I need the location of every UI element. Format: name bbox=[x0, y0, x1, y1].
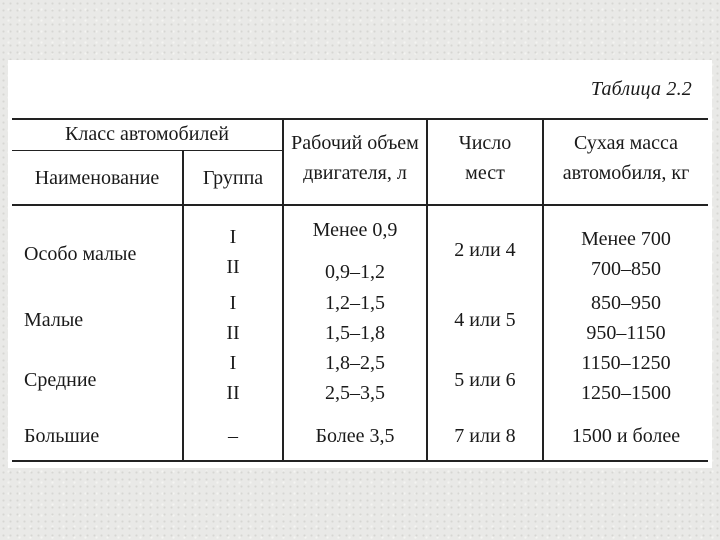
header-engine-volume-line1: Рабочий объем bbox=[291, 132, 419, 154]
row-2-seats: 4 или 5 bbox=[454, 309, 516, 331]
row-1-seats: 2 или 4 bbox=[454, 239, 516, 261]
row-2-mass-2: 950–1150 bbox=[586, 322, 666, 344]
row-3-mass bbox=[544, 348, 708, 408]
header-seats-line1: Число bbox=[458, 132, 512, 154]
row-1-volume-2: 0,9–1,2 bbox=[325, 261, 385, 283]
row-2-volume bbox=[284, 288, 426, 348]
row-1-mass-1: Менее 700 bbox=[581, 228, 671, 250]
row-4-seats: 7 или 8 bbox=[454, 425, 516, 447]
row-3-volume-2: 2,5–3,5 bbox=[325, 382, 385, 404]
document-page bbox=[8, 60, 712, 468]
header-car-class: Класс автомобилей bbox=[65, 123, 229, 145]
header-engine-volume-line2: двигателя, л bbox=[303, 162, 407, 184]
row-3-mass-1: 1150–1250 bbox=[581, 352, 671, 374]
row-2-volume-1: 1,2–1,5 bbox=[325, 292, 385, 314]
header-dry-mass-line1: Сухая масса bbox=[574, 132, 678, 154]
header-group: Группа bbox=[202, 167, 264, 189]
row-4-volume: Более 3,5 bbox=[315, 425, 395, 447]
row-4-group: – bbox=[228, 425, 238, 447]
row-3-groups bbox=[184, 348, 282, 408]
header-dry-mass bbox=[544, 128, 708, 188]
row-2-groups bbox=[184, 288, 282, 348]
header-bottom-border bbox=[12, 204, 708, 206]
row-2-group-1: I bbox=[229, 292, 237, 314]
row-1-volume-1: Менее 0,9 bbox=[312, 219, 398, 241]
row-1-mass-2: 700–850 bbox=[591, 258, 661, 280]
row-1-group-2: II bbox=[226, 256, 240, 278]
table-caption: Таблица 2.2 bbox=[590, 78, 692, 100]
row-3-volume bbox=[284, 348, 426, 408]
row-3-group-1: I bbox=[229, 352, 237, 374]
row-1-groups bbox=[184, 222, 282, 282]
header-seats bbox=[428, 128, 542, 188]
class-group-underline bbox=[12, 150, 282, 151]
table-bottom-border bbox=[12, 460, 708, 462]
row-3-seats: 5 или 6 bbox=[454, 369, 516, 391]
row-1-mass bbox=[544, 224, 708, 284]
row-1-name: Особо малые bbox=[24, 243, 137, 265]
row-3-mass-2: 1250–1500 bbox=[581, 382, 671, 404]
row-3-volume-1: 1,8–2,5 bbox=[325, 352, 385, 374]
row-2-mass bbox=[544, 288, 708, 348]
row-4-name: Большие bbox=[24, 425, 100, 447]
row-2-name: Малые bbox=[24, 309, 84, 331]
row-2-group-2: II bbox=[226, 322, 240, 344]
row-3-group-2: II bbox=[226, 382, 240, 404]
header-engine-volume bbox=[284, 128, 426, 188]
row-1-group-1: I bbox=[229, 226, 237, 248]
header-name: Наименование bbox=[34, 167, 160, 189]
row-4-mass: 1500 и более bbox=[571, 425, 681, 447]
row-3-name: Средние bbox=[24, 369, 97, 391]
header-dry-mass-line2: автомобиля, кг bbox=[562, 162, 690, 184]
row-2-volume-2: 1,5–1,8 bbox=[325, 322, 385, 344]
row-2-mass-1: 850–950 bbox=[591, 292, 661, 314]
header-seats-line2: мест bbox=[465, 162, 505, 184]
